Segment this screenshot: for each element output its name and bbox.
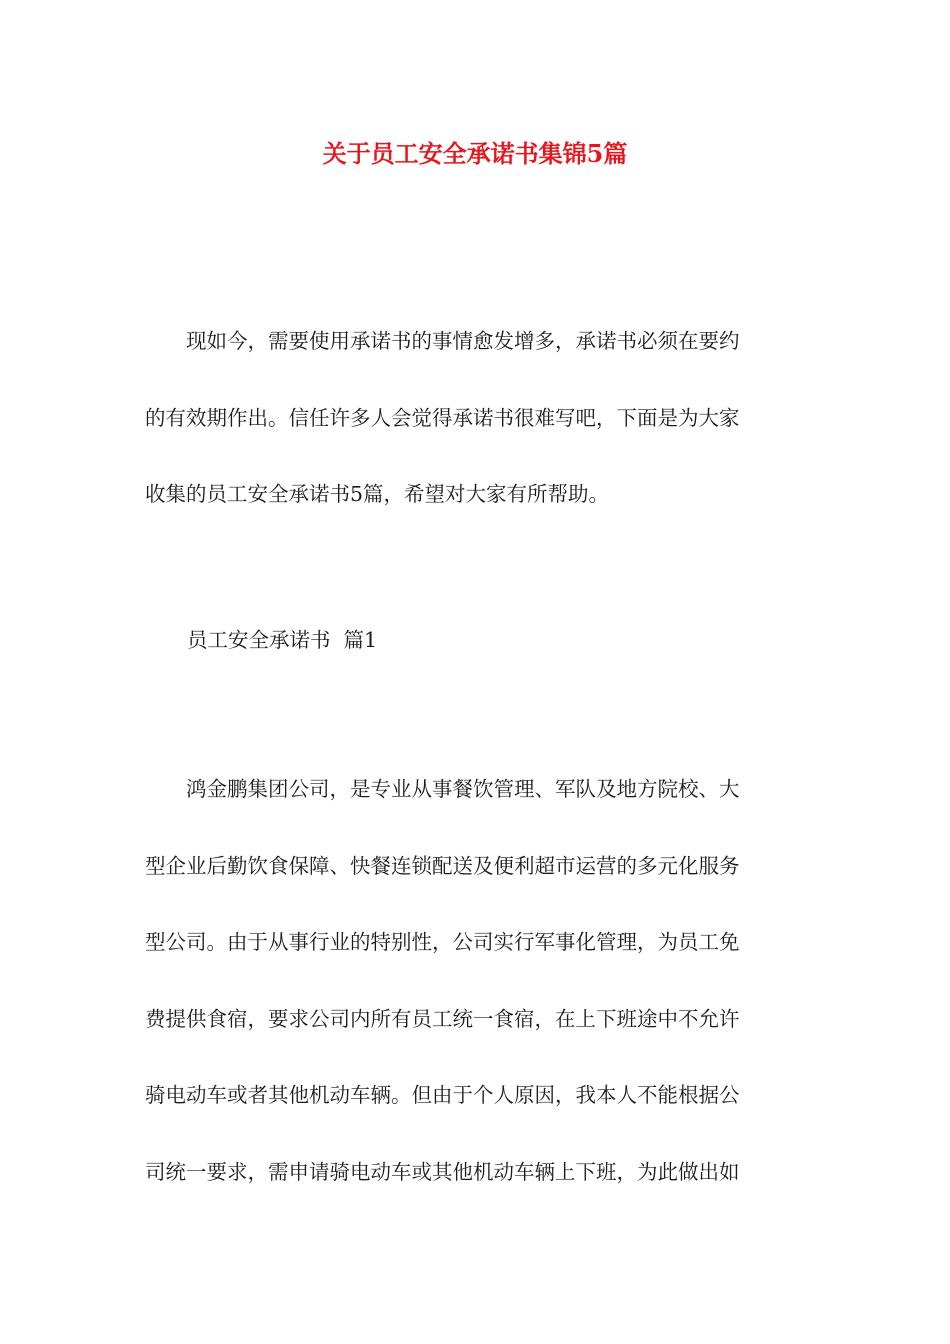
body-line: 骑电动车或者其他机动车辆。但由于个人原因，我本人不能根据公	[145, 1083, 740, 1107]
document-title: 关于员工安全承诺书集锦5篇	[322, 139, 628, 168]
body-line: 费提供食宿，要求公司内所有员工统一食宿，在上下班途中不允许	[145, 1006, 740, 1031]
intro-line: 收集的员工安全承诺书5篇，希望对大家有所帮助。	[145, 482, 610, 506]
body-line: 鸿金鹏集团公司，是专业从事餐饮管理、军队及地方院校、大	[186, 777, 740, 801]
body-paragraph	[145, 751, 805, 1210]
intro-line: 的有效期作出。信任许多人会觉得承诺书很难写吧，下面是为大家	[145, 405, 740, 430]
body-line: 型公司。由于从事行业的特别性，公司实行军事化管理，为员工免	[145, 930, 740, 954]
body-line: 型企业后勤饮食保障、快餐连锁配送及便利超市运营的多元化服务	[145, 853, 740, 878]
intro-paragraph	[145, 303, 805, 533]
section-heading: 员工安全承诺书 篇1	[187, 628, 378, 652]
body-line: 司统一要求，需申请骑电动车或其他机动车辆上下班，为此做出如	[145, 1159, 740, 1184]
intro-line: 现如今，需要使用承诺书的事情愈发增多，承诺书必须在要约	[186, 329, 740, 353]
